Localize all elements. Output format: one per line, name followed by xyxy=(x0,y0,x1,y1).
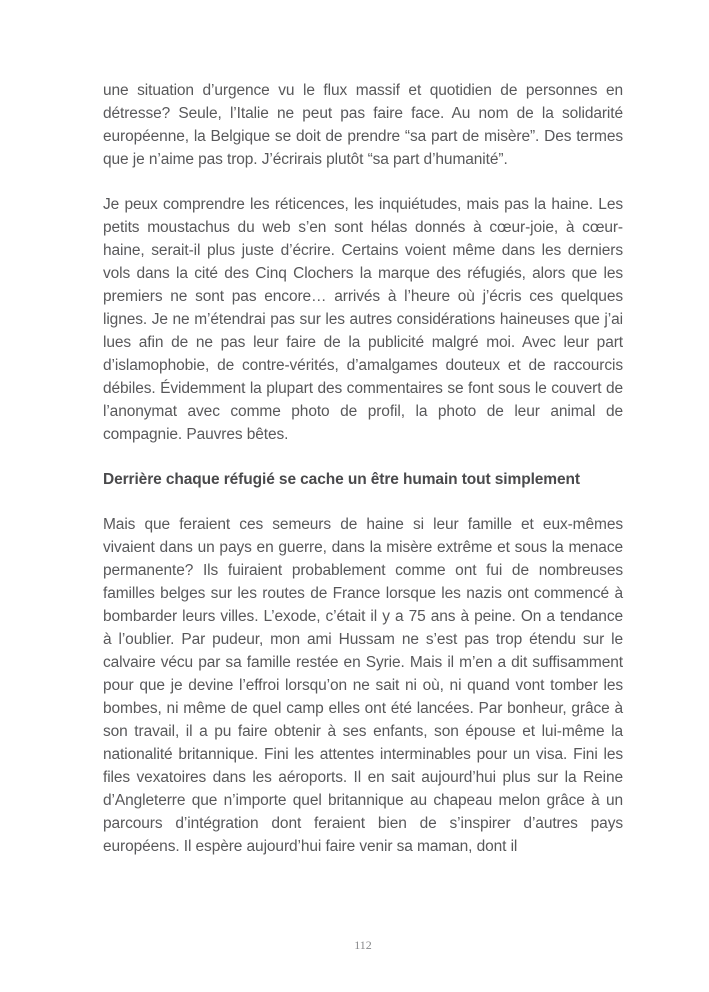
paragraph-semeurs-de-haine: Mais que feraient ces semeurs de haine si leur famille et eux-mêmes vivaient dans un pays en guerre, dans la misère extrême et sous la menace permanente? Ils fuiraient probablement comme ont fui de nombreuses familles belges sur les routes de France lorsque les nazis ont commencé à bombarder leurs villes. L’exode, c’était il y a 75 ans à peine. On a tendance à l’oublier. Par pudeur, mon ami Hussam ne s’est pas trop étendu sur le calvaire vécu par sa famille restée en Syrie. Mais il m’en a dit suffisamment pour que je devine l’effroi lorsqu’on ne sait ni où, ni quand vont tomber les bombes, ni même de quel camp elles ont été lancées. Par bonheur, grâce à son travail, il a pu faire obtenir à ses enfants, son épouse et lui-même la nationalité britannique. Fini les attentes interminables pour un visa. Fini les files vexatoires dans les aéroports. Il en sait aujourd’hui plus sur la Reine d’Angleterre que n’importe quel britannique au chapeau melon grâce à un parcours d’intégration dont feraient bien de s’inspirer d’autres pays européens. Il espère aujourd’hui faire venir sa maman, dont il xyxy=(103,516,623,855)
paragraph-intro: une situation d’urgence vu le flux massif et quotidien de personnes en détresse? Seule, l’Italie ne peut pas faire face. Au nom de la solidarité européenne, la Belgique se doit de prendre “sa part de misère”. Des termes que je n’aime pas trop. J’écrirais plutôt “sa part d’humanité”. xyxy=(103,82,623,168)
paragraph-reticences: Je peux comprendre les réticences, les inquiétudes, mais pas la haine. Les petits moustachus du web s’en sont hélas donnés à cœur-joie, à cœur-haine, serait-il plus juste d’écrire. Certains voient même dans les derniers vols dans la cité des Cinq Clochers la marque des réfugiés, alors que les premiers ne sont pas encore… arrivés à l’heure où j’écris ces quelques lignes. Je ne m’étendrai pas sur les autres considérations haineuses que j’ai lues afin de ne pas leur faire de la publicité malgré moi. Avec leur part d’islamophobie, de contre-vérités, d’amalgames douteux et de raccourcis débiles. Évidemment la plupart des commentaires se font sous le couvert de l’anonymat avec comme photo de profil, la photo de leur animal de compagnie. Pauvres bêtes. xyxy=(103,196,623,443)
section-heading: Derrière chaque réfugié se cache un être humain tout simplement xyxy=(103,471,580,488)
page-number: 112 xyxy=(354,938,372,952)
text-block xyxy=(103,79,623,880)
